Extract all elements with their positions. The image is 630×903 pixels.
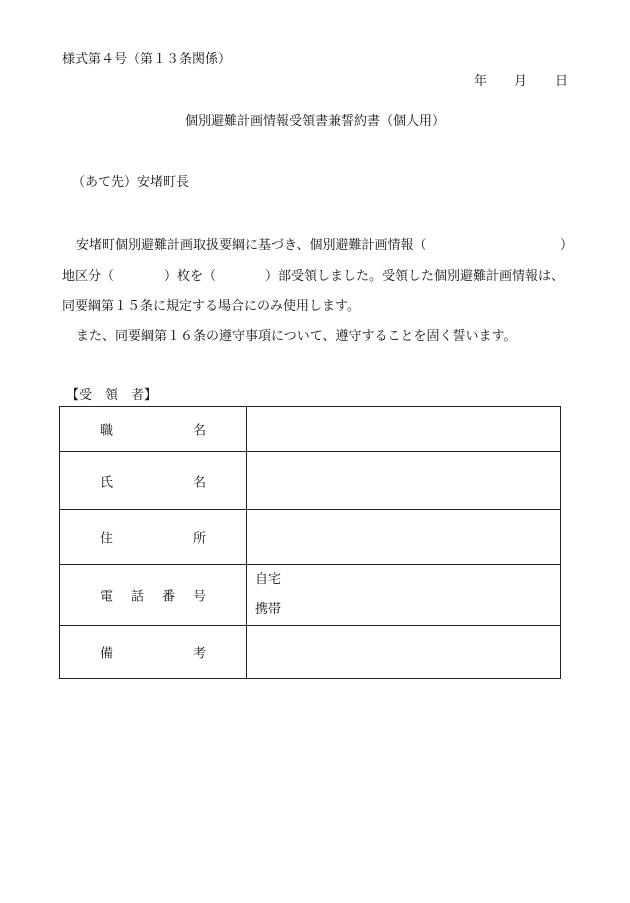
recipient-heading: 【受 領 者】 (66, 388, 158, 403)
label-char: 電 (100, 589, 114, 605)
body-line-3: 同要綱第１５条に規定する場合にのみ使用します。 (62, 299, 360, 314)
date-day-label: 日 (555, 74, 569, 89)
body-line-2-part-3: ）部受領しました。受領した個別避難計画情報は、 (265, 269, 565, 284)
label-char: 名 (192, 475, 206, 490)
body-line-2-part-1: 地区分（ (62, 269, 115, 284)
table-row-remarks (60, 626, 561, 679)
body-line-2-part-2: ）枚を（ (164, 269, 217, 284)
body-line-1-close: ） (560, 238, 574, 253)
label-job-title (60, 407, 247, 452)
phone-home-label: 自宅 (255, 572, 282, 587)
label-char: 住 (100, 531, 114, 547)
date-year-label: 年 (474, 74, 488, 89)
label-char: 所 (192, 531, 206, 547)
label-char: 号 (192, 589, 206, 605)
label-char: 番 (161, 589, 175, 605)
addressee: （あて先）安堵町長 (72, 175, 190, 190)
phone-mobile-label: 携帯 (255, 602, 282, 617)
table-row-title (60, 407, 561, 452)
table-row-phone (60, 565, 561, 626)
label-char: 名 (192, 423, 206, 439)
label-address (60, 510, 247, 565)
label-char: 話 (130, 589, 144, 605)
body-line-1: 安堵町個別避難計画取扱要綱に基づき、個別避難計画情報（ (76, 238, 427, 253)
recipient-table (59, 406, 561, 679)
label-char: 氏 (100, 475, 114, 490)
body-line-4: また、同要綱第１６条の遵守事項について、遵守することを固く誓います。 (76, 329, 517, 344)
label-char: 職 (100, 423, 114, 439)
label-char: 考 (192, 646, 206, 662)
form-number: 様式第４号（第１３条関係） (62, 52, 232, 67)
date-month-label: 月 (514, 74, 528, 89)
field-job-title[interactable] (247, 407, 561, 452)
field-phone[interactable] (247, 565, 561, 626)
label-char: 備 (100, 646, 114, 662)
label-remarks (60, 626, 247, 679)
field-remarks[interactable] (247, 626, 561, 679)
label-name (60, 452, 247, 510)
field-name[interactable] (247, 452, 561, 510)
table-row-address (60, 510, 561, 565)
document-title: 個別避難計画情報受領書兼誓約書（個人用） (184, 114, 445, 129)
field-address[interactable] (247, 510, 561, 565)
label-phone (60, 565, 247, 626)
table-row-name (60, 452, 561, 510)
